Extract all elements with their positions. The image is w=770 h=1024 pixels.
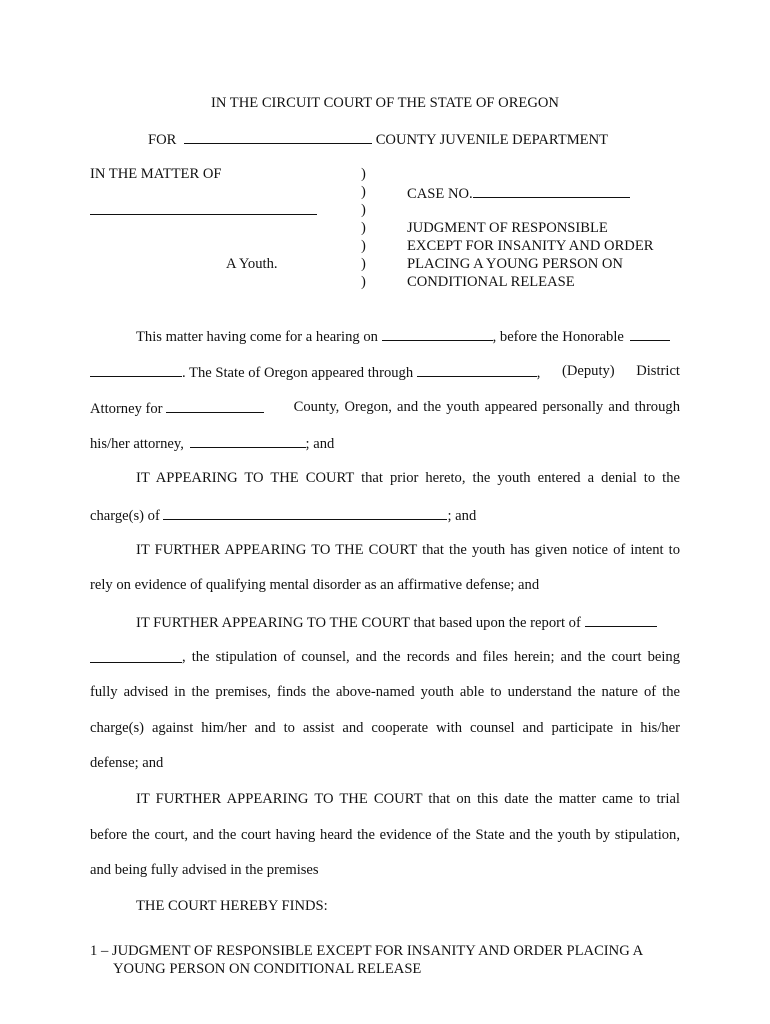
judge-name-blank[interactable] bbox=[630, 327, 670, 341]
hearing-date-blank[interactable] bbox=[382, 327, 493, 341]
caption-paren: ) bbox=[361, 274, 366, 290]
state-appearance-line: . The State of Oregon appeared through , (Deputy) District bbox=[90, 363, 680, 382]
deputy-da-blank[interactable] bbox=[417, 363, 537, 377]
court-heading bbox=[0, 95, 770, 112]
caption-paren: ) bbox=[361, 184, 366, 200]
caption-paren: ) bbox=[361, 238, 366, 254]
for-label: FOR bbox=[148, 132, 177, 148]
caption-paren: ) bbox=[361, 220, 366, 236]
court-title: IN THE CIRCUIT COURT OF THE STATE OF OREGON bbox=[211, 95, 559, 111]
advised-line: fully advised in the premises, finds the above-named youth able to understand the nature of the bbox=[90, 684, 680, 700]
defense-line: defense; and bbox=[90, 755, 164, 771]
stipulation-line: , the stipulation of counsel, and the records and files herein; and the court being bbox=[90, 649, 680, 666]
charges-line: charge(s) of ; and bbox=[90, 508, 477, 524]
document-title-line: JUDGMENT OF RESPONSIBLE bbox=[407, 220, 608, 236]
fully-advised-line: and being fully advised in the premises bbox=[90, 862, 319, 878]
document-title-line: EXCEPT FOR INSANITY AND ORDER bbox=[407, 238, 654, 254]
footer-title-line-2: YOUNG PERSON ON CONDITIONAL RELEASE bbox=[113, 961, 422, 977]
attorney-county-blank[interactable] bbox=[166, 399, 264, 413]
case-number-label: CASE NO. bbox=[407, 186, 473, 202]
youth-attorney-blank[interactable] bbox=[190, 434, 306, 448]
footer-title-line-1: 1 – JUDGMENT OF RESPONSIBLE EXCEPT FOR INSANITY AND ORDER PLACING A bbox=[90, 943, 644, 959]
document-title-line: CONDITIONAL RELEASE bbox=[407, 274, 575, 290]
court-finds-heading: THE COURT HEREBY FINDS: bbox=[136, 898, 328, 914]
caption-paren: ) bbox=[361, 166, 366, 182]
case-number bbox=[407, 184, 630, 203]
report-author-blank-cont[interactable] bbox=[90, 649, 182, 663]
in-the-matter-label: IN THE MATTER OF bbox=[90, 166, 222, 182]
caption-paren: ) bbox=[361, 202, 366, 218]
attorney-for-line: Attorney for County, Oregon, and the youth appeared personally and through bbox=[90, 399, 680, 417]
evidence-line: before the court, and the court having heard the evidence of the State and the youth by stipulation, bbox=[90, 827, 680, 843]
affirmative-defense-line: rely on evidence of qualifying mental disorder as an affirmative defense; and bbox=[90, 577, 540, 593]
report-line: IT FURTHER APPEARING TO THE COURT that based upon the report of bbox=[136, 613, 657, 632]
notice-line: IT FURTHER APPEARING TO THE COURT that the youth has given notice of intent to bbox=[136, 542, 680, 558]
judge-name-blank-cont[interactable] bbox=[90, 363, 182, 377]
county-blank[interactable] bbox=[184, 130, 372, 144]
county-line bbox=[148, 130, 608, 149]
charges-blank[interactable] bbox=[163, 506, 447, 520]
denial-line: IT APPEARING TO THE COURT that prior hereto, the youth entered a denial to the bbox=[136, 470, 680, 486]
case-number-blank[interactable] bbox=[473, 184, 630, 198]
youth-attorney-line: his/her attorney, ; and bbox=[90, 436, 335, 452]
report-author-blank[interactable] bbox=[585, 613, 657, 627]
document-title-line: PLACING A YOUNG PERSON ON bbox=[407, 256, 623, 272]
youth-label: A Youth. bbox=[226, 256, 278, 272]
caption-paren: ) bbox=[361, 256, 366, 272]
cooperate-line: charge(s) against him/her and to assist and cooperate with counsel and participate in his/her bbox=[90, 720, 680, 736]
youth-name-blank[interactable] bbox=[90, 201, 317, 220]
hearing-line: This matter having come for a hearing on , before the Honorable bbox=[136, 327, 670, 346]
county-department-label: COUNTY JUVENILE DEPARTMENT bbox=[375, 132, 609, 148]
trial-line: IT FURTHER APPEARING TO THE COURT that on this date the matter came to trial bbox=[136, 791, 680, 807]
